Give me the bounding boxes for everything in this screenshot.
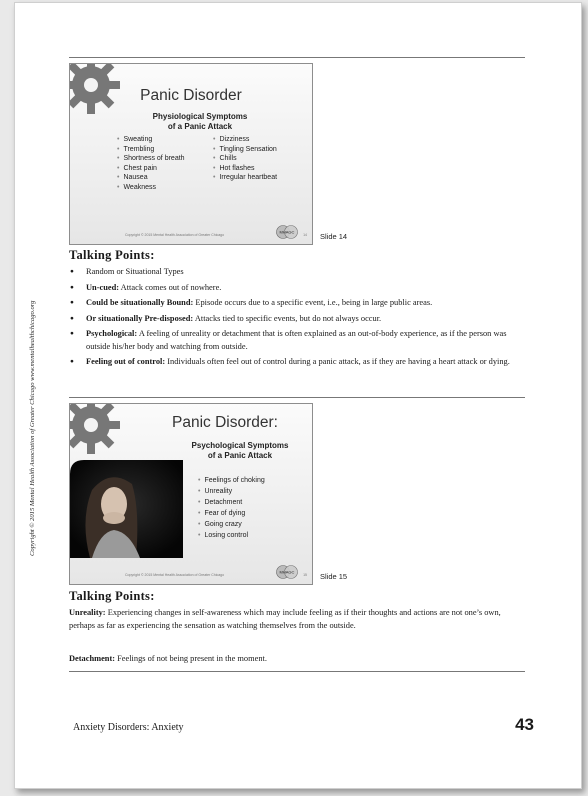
talking-points-heading: Talking Points: xyxy=(69,248,155,262)
slide-page-number: 15 xyxy=(303,573,307,577)
slide-subtitle xyxy=(170,441,310,461)
slide-page-number: 14 xyxy=(303,233,307,237)
slide-title: Panic Disorder xyxy=(140,87,242,104)
list-item: • Fear of dying xyxy=(198,508,265,519)
talking-points-heading: Talking Points: xyxy=(69,589,155,603)
list-item: • Feelings of choking xyxy=(198,475,265,486)
side-copyright: Copyright © 2015 Mental Health Association of Greater Chicago www.mentalhealthchicago.org xyxy=(29,300,36,556)
slide-label: Slide 15 xyxy=(320,572,348,581)
list-item: ● Random or Situational Types xyxy=(69,266,525,279)
mhagc-logo xyxy=(275,225,299,239)
slide-subtitle-line: of a Panic Attack xyxy=(167,122,233,131)
list-item: • Losing control xyxy=(198,530,265,541)
slide-label: Slide 14 xyxy=(320,232,348,241)
top-rule xyxy=(69,57,525,58)
footer-title: Anxiety Disorders: Anxiety xyxy=(73,722,184,733)
list-item: ● Feeling out of control: Individuals often feel out of control during a panic attack, as if they are having a heart attack or dying. xyxy=(69,356,525,369)
list-item: ● Or situationally Pre-disposed: Attacks tied to specific events, but do not always occur. xyxy=(69,313,525,326)
list-item: • Irregular heartbeat xyxy=(213,173,277,183)
list-item: • Trembling xyxy=(117,145,185,155)
list-item: • Sweating xyxy=(117,135,185,145)
slide-subtitle xyxy=(130,112,270,132)
list-item: ● Could be situationally Bound: Episode occurs due to a specific event, i.e., being in large public areas. xyxy=(69,297,525,310)
list-item: • Detachment xyxy=(198,497,265,508)
svg-text:MHAGC: MHAGC xyxy=(279,229,295,235)
list-item: • Weakness xyxy=(117,183,185,193)
section-rule xyxy=(69,397,525,398)
footer-page-number: 43 xyxy=(515,715,534,734)
slide-copyright: Copyright © 2015 Mental Health Association of Greater Chicago xyxy=(125,573,225,577)
list-item: ● Un-cued: Attack comes out of nowhere. xyxy=(69,282,525,295)
list-item: • Tingling Sensation xyxy=(213,145,277,155)
symptom-list xyxy=(198,475,265,541)
slide-15 xyxy=(69,403,313,585)
list-item: • Nausea xyxy=(117,173,185,183)
list-item: • Chills xyxy=(213,154,277,164)
svg-text:MHAGC: MHAGC xyxy=(279,569,295,575)
slide-subtitle-line: of a Panic Attack xyxy=(207,451,273,460)
paragraph-unreality: Unreality: Experiencing changes in self-awareness which may include feeling as if their thoughts and actions are not one’s own, perhaps as far as experiencing the sensation as watching themselves from the outside. xyxy=(69,608,501,630)
list-item: • Going crazy xyxy=(198,519,265,530)
mhagc-logo xyxy=(275,565,299,579)
slide-subtitle-line: Physiological Symptoms xyxy=(152,112,248,121)
list-item: ● Psychological: A feeling of unreality or detachment that is often explained as an out-of-body experience, as if the person was outside his/her body and watching from outside. xyxy=(69,328,525,353)
symptom-list-left xyxy=(117,135,185,193)
list-item: • Unreality xyxy=(198,486,265,497)
symptom-list-right xyxy=(213,135,277,183)
slide-title: Panic Disorder: xyxy=(172,414,278,431)
list-item: • Shortness of breath xyxy=(117,154,185,164)
list-item: • Dizziness xyxy=(213,135,277,145)
slide-subtitle-line: Psychological Symptoms xyxy=(191,441,289,450)
list-item: • Hot flashes xyxy=(213,164,277,174)
talking-points-list xyxy=(69,266,525,372)
paragraph-detachment: Detachment: Feelings of not being present in the moment. xyxy=(69,654,267,663)
bottom-rule xyxy=(69,671,525,672)
slide-14 xyxy=(69,63,313,245)
woman-photo xyxy=(70,460,183,558)
list-item: • Chest pain xyxy=(117,164,185,174)
slide-copyright: Copyright © 2015 Mental Health Association of Greater Chicago xyxy=(125,233,225,237)
